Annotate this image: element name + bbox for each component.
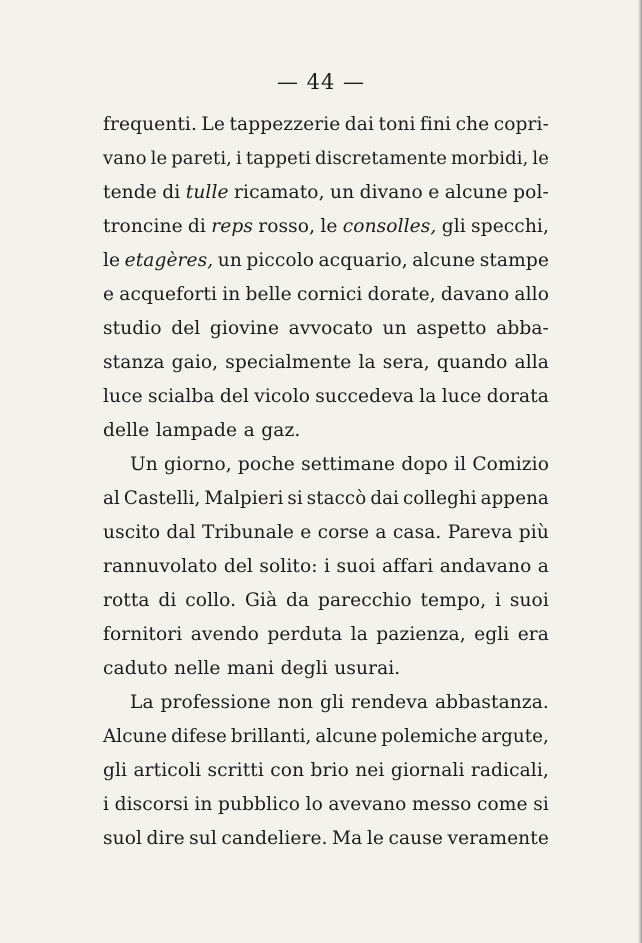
word: si [533, 794, 549, 815]
word: Le [201, 114, 225, 135]
word: la [350, 624, 368, 645]
word: avvocato [288, 318, 373, 339]
word: solito: [259, 556, 318, 577]
text-line [103, 720, 549, 754]
word: stanza [103, 352, 165, 373]
word: lampade [155, 420, 238, 441]
word: rannuvolato [103, 556, 218, 577]
word: e [300, 522, 312, 543]
text-line [103, 788, 549, 822]
word: Alcune [103, 726, 168, 747]
word: mani [227, 658, 275, 679]
text-line [103, 448, 549, 482]
word: tappezzerie [229, 114, 341, 135]
word: vicolo [254, 386, 311, 407]
word: lo [305, 794, 323, 815]
word: andavano [439, 556, 532, 577]
word: frequenti. [103, 114, 197, 135]
word: luce [103, 386, 143, 407]
word: La [130, 692, 154, 713]
word: la [419, 386, 437, 407]
word: colleghi [402, 488, 477, 509]
text-line [103, 244, 549, 278]
word: staccò [306, 488, 367, 509]
word: in [222, 284, 241, 305]
word: messo [412, 794, 472, 815]
word: corse [317, 522, 370, 543]
word: sera, [382, 352, 430, 373]
word: non [277, 692, 314, 713]
word: gli [320, 692, 345, 713]
word: le [150, 148, 168, 169]
word: parecchio [317, 590, 412, 611]
word: il [454, 454, 467, 475]
word: veramente [447, 828, 549, 849]
word: cause [388, 828, 443, 849]
italic-word: tulle [185, 182, 229, 203]
text-line [103, 516, 549, 550]
word: succedeva [315, 386, 415, 407]
word: usurai. [334, 658, 401, 679]
word: rendeva [351, 692, 429, 713]
word: allo [514, 284, 549, 305]
word: che [455, 114, 490, 135]
word: dorata [486, 386, 549, 407]
word: argute, [481, 726, 549, 747]
word: dorate, [367, 284, 436, 305]
text-line [103, 312, 549, 346]
word: le [532, 148, 549, 169]
word: davano [440, 284, 510, 305]
word: affari [381, 556, 434, 577]
word: alcune [315, 726, 378, 747]
word: sul [189, 828, 217, 849]
word: professione [160, 692, 271, 713]
word: abbastanza. [435, 692, 549, 713]
word: abba- [496, 318, 549, 339]
word: tende [103, 182, 157, 203]
word: articoli [133, 760, 202, 781]
word: troncine [103, 216, 183, 237]
word: settimane [301, 454, 396, 475]
word: gaio, [171, 352, 219, 373]
word: brio [310, 760, 349, 781]
word: le [366, 828, 384, 849]
word: del [223, 556, 253, 577]
word: difese [171, 726, 227, 747]
word: pareti, [171, 148, 232, 169]
word: candeliere. [221, 828, 328, 849]
word: da [285, 590, 310, 611]
word: a [537, 556, 549, 577]
word: quando [436, 352, 508, 373]
word: acquario, [318, 250, 408, 271]
word: morbidi, [451, 148, 529, 169]
word: rotta [103, 590, 150, 611]
text-line [103, 686, 549, 720]
text-line [103, 142, 549, 176]
word: uscito [103, 522, 161, 543]
word: luce [441, 386, 482, 407]
word: alcune [444, 182, 508, 203]
word: le [103, 250, 121, 271]
page-number: — 44 — [276, 70, 366, 94]
word: scialba [147, 386, 215, 407]
word: come [477, 794, 528, 815]
word: i [495, 590, 502, 611]
italic-word: consolles, [342, 216, 437, 237]
word: casa. [392, 522, 442, 543]
word: con [270, 760, 305, 781]
text-line [103, 482, 549, 516]
text-line [103, 108, 549, 142]
word: belle [245, 284, 292, 305]
italic-word: etagères, [124, 250, 214, 271]
word: dopo [401, 454, 448, 475]
word: studio [103, 318, 162, 339]
word: tempo, [420, 590, 487, 611]
text-line [103, 414, 549, 448]
word: Già [244, 590, 278, 611]
word: stampe [479, 250, 549, 271]
word: alcune [412, 250, 476, 271]
word: di [162, 182, 181, 203]
word: cornici [296, 284, 363, 305]
word: pubblico [218, 794, 300, 815]
word: del [171, 318, 201, 339]
word: dai [344, 114, 375, 135]
word: giornali [390, 760, 465, 781]
word: rosso, [258, 216, 316, 237]
text-line [103, 550, 549, 584]
word: ricamato, [234, 182, 325, 203]
word: Castelli, [123, 488, 201, 509]
word: collo. [185, 590, 237, 611]
text-line [103, 754, 549, 788]
word: di [158, 590, 177, 611]
word: e [428, 182, 440, 203]
word: vano [103, 148, 147, 169]
word: i [324, 556, 331, 577]
word: perduta [267, 624, 343, 645]
word: pazienza, [376, 624, 466, 645]
word: al [103, 488, 120, 509]
word: polemiche [381, 726, 478, 747]
word: radicali, [470, 760, 549, 781]
text-line [103, 278, 549, 312]
word: degli [280, 658, 328, 679]
text-line [103, 346, 549, 380]
word: avendo [190, 624, 259, 645]
text-line [103, 380, 549, 414]
word: dal [166, 522, 196, 543]
word: acqueforti [119, 284, 218, 305]
word: suoi [509, 590, 549, 611]
word: dai [370, 488, 399, 509]
text-line [103, 176, 549, 210]
italic-word: reps [211, 216, 253, 237]
word: nei [355, 760, 385, 781]
word: suol [103, 828, 143, 849]
word: di [187, 216, 206, 237]
text-line [103, 210, 549, 244]
word: Tribunale [201, 522, 294, 543]
word: poche [237, 454, 295, 475]
word: si [287, 488, 303, 509]
word: la [358, 352, 376, 373]
word: fornitori [103, 624, 183, 645]
body-text [103, 108, 549, 856]
word: Pareva [447, 522, 513, 543]
word: Malpieri [204, 488, 284, 509]
word: più [518, 522, 549, 543]
text-line [103, 584, 549, 618]
word: brillanti, [230, 726, 312, 747]
word: piccolo [246, 250, 315, 271]
word: le [320, 216, 338, 237]
word: scritti [207, 760, 264, 781]
word: discretamente [315, 148, 447, 169]
word: giovine [209, 318, 280, 339]
word: e [103, 284, 115, 305]
word: i [103, 794, 110, 815]
word: i [235, 148, 242, 169]
word: egli [474, 624, 510, 645]
word: caduto [103, 658, 168, 679]
word: delle [103, 420, 150, 441]
word: toni [378, 114, 416, 135]
word: Un [130, 454, 158, 475]
word: gli [103, 760, 128, 781]
page-edge-shadow [638, 0, 642, 943]
word: un [382, 318, 407, 339]
text-line [103, 618, 549, 652]
word: giorno, [164, 454, 232, 475]
word: fini [419, 114, 452, 135]
word: a [375, 522, 387, 543]
word: un [217, 250, 242, 271]
word: suoi [336, 556, 376, 577]
word: tappeti [245, 148, 312, 169]
word: specchi, [471, 216, 549, 237]
word: Comizio [472, 454, 549, 475]
word: aspetto [416, 318, 487, 339]
text-line [103, 652, 549, 686]
word: specialmente [225, 352, 352, 373]
word: in [194, 794, 213, 815]
word: a [243, 420, 255, 441]
word: Ma [332, 828, 363, 849]
word: dire [146, 828, 185, 849]
word: discorsi [114, 794, 189, 815]
word: del [219, 386, 249, 407]
word: alla [514, 352, 549, 373]
word: avevano [328, 794, 407, 815]
word: gli [441, 216, 466, 237]
word: era [517, 624, 549, 645]
word: pol- [513, 182, 549, 203]
word: gaz. [261, 420, 301, 441]
word: nelle [174, 658, 221, 679]
word: appena [480, 488, 549, 509]
word: copri- [493, 114, 549, 135]
word: un [330, 182, 355, 203]
text-line [103, 822, 549, 856]
word: divano [359, 182, 423, 203]
